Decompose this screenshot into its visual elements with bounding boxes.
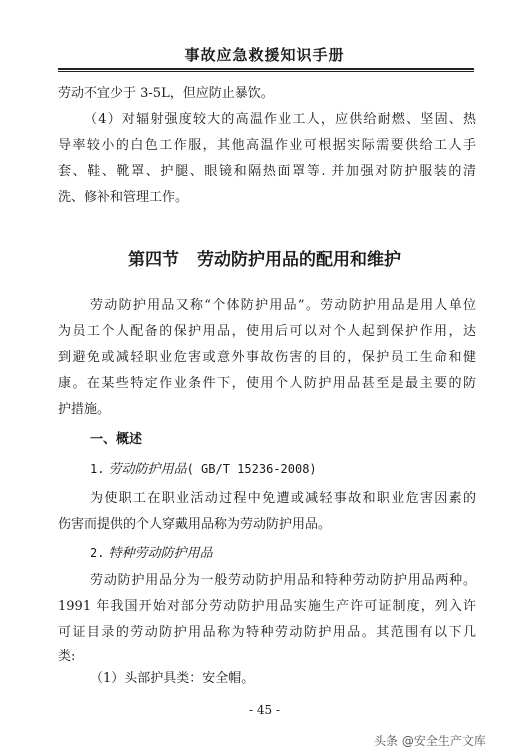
text-line: 套、鞋、靴罩、护腿、眼镜和隔热面罩等. 并加强对防护服装的清 xyxy=(58,164,476,179)
text-line: 导率较小的白色工作服，其他高温作业可根据实际需要供给工人手 xyxy=(58,138,476,153)
item-label: 劳动防护用品 xyxy=(108,462,187,477)
section-number: 第四节 xyxy=(128,250,179,270)
section-title: 劳动防护用品的配用和维护 xyxy=(197,250,401,270)
text-line: 劳动不宜少于 3-5L，但应防止暴饮。 xyxy=(58,86,274,101)
text-line: 为使职工在职业活动过程中免遭或减轻事故和职业危害因素的 xyxy=(90,491,476,506)
text-line: 伤害而提供的个人穿戴用品称为劳动防护用品。 xyxy=(58,517,332,532)
item-number: 1. xyxy=(90,462,105,476)
item-standard: ( GB/T 15236-2008) xyxy=(186,462,317,476)
subheading: 一、概述 xyxy=(90,432,143,447)
text-line: 为员工个人配备的保护用品，使用后可以对个人起到保护作用，达 xyxy=(58,324,476,339)
header-rule-thin xyxy=(58,71,474,72)
text-line: 护措施。 xyxy=(58,402,111,417)
text-line: 类: xyxy=(58,649,76,664)
list-item: （1）头部护具类：安全帽。 xyxy=(90,671,255,686)
page-number: - 45 - xyxy=(248,703,280,717)
text-line: （4）对辐射强度较大的高温作业工人，应供给耐燃、坚固、热 xyxy=(84,112,476,127)
text-line: 劳动防护用品分为一般劳动防护用品和特种劳动防护用品两种。 xyxy=(90,573,476,588)
running-header: 事故应急救援知识手册 xyxy=(184,46,345,64)
item-number: 2. xyxy=(90,546,105,560)
text-line: 到避免或减轻职业危害或意外事故伤害的目的，保护员工生命和健 xyxy=(58,350,476,365)
section-heading xyxy=(0,245,529,270)
text-line: 1991 年我国开始对部分劳动防护用品实施生产许可证制度，列入许 xyxy=(58,599,476,614)
header-rule xyxy=(58,68,474,70)
item-label: 特种劳动防护用品 xyxy=(108,546,213,561)
text-line: 劳动防护用品又称“个体防护用品”。劳动防护用品是用人单位 xyxy=(90,298,476,313)
text-line: 可证目录的劳动防护用品称为特种劳动防护用品。其范围有以下几 xyxy=(58,625,476,640)
watermark: 头条 @安全生产文库 xyxy=(374,734,486,748)
text-line: 康。在某些特定作业条件下，使用个人防护用品甚至是最主要的防 xyxy=(58,376,476,391)
text-line: 洗、修补和管理工作。 xyxy=(58,190,189,205)
numbered-item xyxy=(90,456,508,483)
numbered-item xyxy=(90,540,508,567)
